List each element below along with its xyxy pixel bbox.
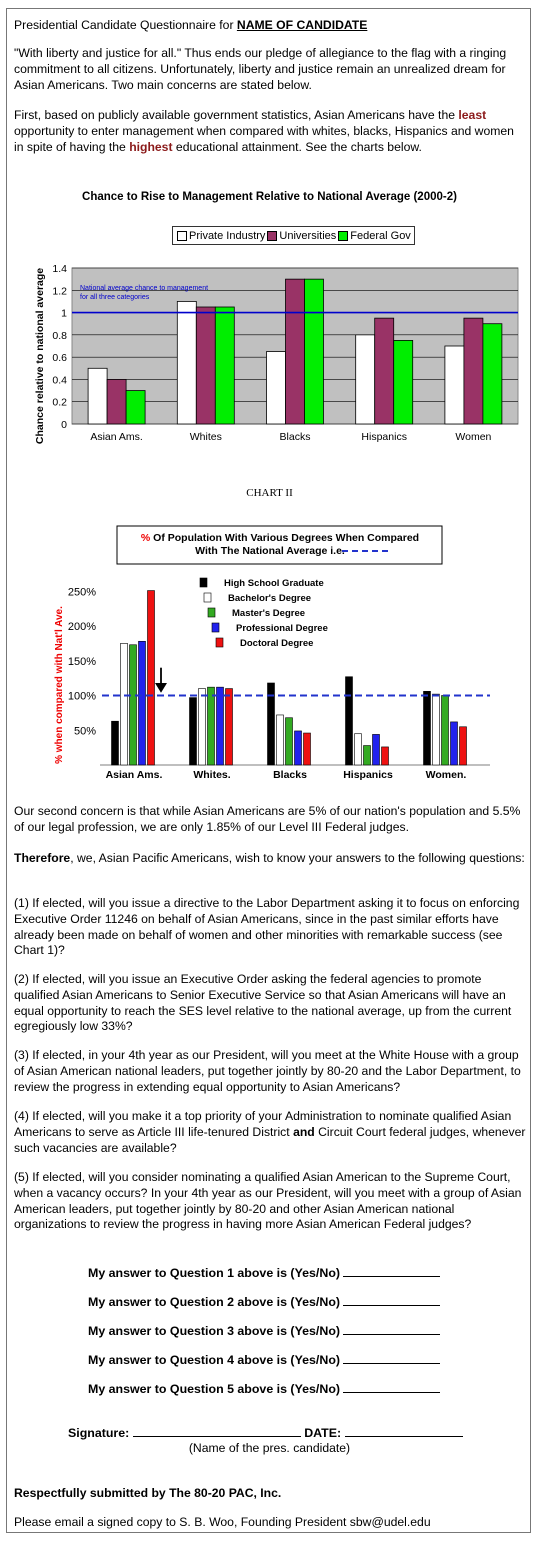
bar <box>460 727 467 765</box>
bar <box>346 677 353 765</box>
bar <box>445 346 464 424</box>
answer-line-1: My answer to Question 1 above is (Yes/No) <box>88 1265 440 1280</box>
chart1-svg <box>0 250 539 450</box>
bar <box>148 591 155 765</box>
bar <box>442 696 449 766</box>
bar <box>286 279 305 424</box>
bar <box>286 718 293 765</box>
bar <box>304 733 311 765</box>
bar <box>364 746 371 765</box>
y-tick-label: 200% <box>67 621 96 633</box>
bar <box>267 352 286 424</box>
bar <box>177 301 196 424</box>
bar <box>451 722 458 765</box>
legend-item: Private Industry <box>177 230 265 242</box>
bar <box>215 307 234 424</box>
x-tick-label: Hispanics <box>361 431 407 443</box>
bar <box>356 335 375 424</box>
bar <box>107 379 126 424</box>
bar <box>112 721 119 765</box>
intro-paragraph: "With liberty and justice for all." Thus ends our pledge of allegiance to the flag with a ringing commitment to all citizens. Unfortunately, liberty and justice remain an unrealized dream for Asian Americans. Two main concerns are stated below. <box>14 46 507 92</box>
chart2-title-line2: With The National Average i.e. <box>195 545 345 557</box>
chart2-title-text: Of Population With Various Degrees When Compared <box>150 532 420 544</box>
question-5: (5) If elected, will you consider nominating a qualified Asian American to the Supreme Court, when a vacancy occurs? In your 4th year as our President, will you meet with a group of Asian American leaders, put together jointly by 80-20 and other Asian American national organizations to review the progress in having more Asian American Federal judges? <box>14 1170 522 1232</box>
bar <box>226 689 233 765</box>
chart2-caption: CHART II <box>246 487 293 499</box>
question-2: (2) If elected, will you issue an Executive Order asking the federal agencies to promote qualified Asian Americans to Senior Executive Service so that Asian Americans will have an equal opportunity to reach the SES level relative to the national average, up from the current egregiously low 33%? <box>14 972 512 1034</box>
candidate-name-placeholder: NAME OF CANDIDATE <box>236 18 368 32</box>
chart1-legend <box>172 226 415 245</box>
bar <box>483 324 502 424</box>
x-tick-label: Women. <box>425 769 467 781</box>
bar <box>121 643 128 765</box>
concern1-paragraph: First, based on publicly available government statistics, Asian Americans have the least opportunity to enter management when compared with whites, blacks, Hispanics and women in spite of having the highest educational attainment. See the charts below. <box>14 108 514 154</box>
reference-label: for all three categories <box>80 294 150 302</box>
bar <box>130 645 137 765</box>
y-tick-label: 0 <box>61 419 67 431</box>
answer-blank[interactable] <box>343 1294 440 1306</box>
y-axis-label: Chance relative to national average <box>34 267 46 445</box>
y-tick-label: 250% <box>67 586 96 599</box>
bar <box>382 747 389 765</box>
legend-swatch <box>267 231 277 241</box>
chart2-title-line1 <box>141 532 419 544</box>
x-tick-label: Asian Ams. <box>105 769 163 781</box>
x-tick-label: Women <box>455 431 492 443</box>
y-tick-label: 100% <box>67 690 96 703</box>
bar <box>208 687 215 765</box>
legend-swatch <box>208 608 215 617</box>
down-arrow-head-icon <box>155 683 167 693</box>
question-3: (3) If elected, in your 4th year as our President, will you meet at the White House with a group of Asian American national leaders, put together jointly by 80-20 and the Labor Department, to review the progress in extending equal opportunity to Asian Americans? <box>14 1048 521 1094</box>
y-tick-label: 1.2 <box>52 285 67 298</box>
signature-blank[interactable] <box>133 1425 301 1437</box>
legend-swatch <box>200 578 207 587</box>
bar <box>199 689 206 765</box>
y-tick-label: 50% <box>73 725 96 738</box>
question-1: (1) If elected, will you issue a directive to the Labor Department asking it to focus on enforcing Executive Order 11246 on behalf of Asian Americans, since in the past similar efforts have already been made on behalf of women and other minorities with remarkable success (see Chart 1)? <box>14 896 520 958</box>
x-tick-label: Hispanics <box>343 769 393 781</box>
answer-blank[interactable] <box>343 1352 440 1364</box>
bar <box>217 687 224 765</box>
legend-swatch <box>177 231 187 241</box>
x-tick-label: Asian Ams. <box>90 431 143 443</box>
legend-label: High School Graduate <box>224 578 324 589</box>
y-axis-label: % when compared with Nat'l Ave. <box>54 606 65 764</box>
concern2-paragraph: Our second concern is that while Asian Americans are 5% of our nation's population and 5.5% of our legal profession, we are only 1.85% of our Level III Federal judges. <box>14 804 521 834</box>
y-tick-label: 1 <box>61 307 67 320</box>
chart1-title: Chance to Rise to Management Relative to National Average (2000-2) <box>82 191 457 203</box>
bar <box>277 715 284 765</box>
legend-swatch <box>212 623 219 632</box>
legend-label: Doctoral Degree <box>240 638 314 649</box>
bar <box>433 694 440 765</box>
bar <box>375 318 394 424</box>
page-title: Presidential Candidate Questionnaire for NAME OF CANDIDATE <box>14 18 368 32</box>
y-tick-label: 1.4 <box>52 263 67 275</box>
x-tick-label: Whites <box>189 431 222 443</box>
y-tick-label: 0.6 <box>52 352 67 365</box>
legend-label: Bachelor's Degree <box>228 593 312 604</box>
legend-swatch <box>338 231 348 241</box>
legend-item: Universities <box>267 230 336 242</box>
y-tick-label: 150% <box>67 655 96 668</box>
legend-item: Federal Gov <box>338 230 411 242</box>
signature-note: (Name of the pres. candidate) <box>188 1441 351 1455</box>
legend-label: Professional Degree <box>236 623 328 634</box>
bar <box>190 698 197 765</box>
date-blank[interactable] <box>345 1425 463 1437</box>
y-tick-label: 0.2 <box>52 396 67 409</box>
reference-label: National average chance to management <box>80 285 209 293</box>
answer-line-2: My answer to Question 2 above is (Yes/No) <box>88 1294 440 1309</box>
least-emphasis: least <box>458 108 487 122</box>
chart2-svg <box>0 520 539 790</box>
bar <box>394 340 413 424</box>
answer-line-4: My answer to Question 4 above is (Yes/No) <box>88 1352 440 1367</box>
submitted-by: Respectfully submitted by The 80-20 PAC, Inc. <box>14 1486 282 1500</box>
bar <box>196 307 215 424</box>
x-tick-label: Whites. <box>193 769 231 781</box>
bar <box>373 734 380 765</box>
y-tick-label: 0.4 <box>52 374 67 387</box>
signature-line: Signature: DATE: <box>68 1425 463 1440</box>
therefore-paragraph: Therefore, we, Asian Pacific Americans, wish to know your answers to the following questions: <box>14 851 525 865</box>
legend-swatch <box>204 593 211 602</box>
x-tick-label: Blacks <box>279 431 311 443</box>
x-tick-label: Blacks <box>273 769 307 781</box>
legend-swatch <box>216 638 223 647</box>
bar <box>305 279 324 424</box>
bar <box>424 691 431 765</box>
answer-blank[interactable] <box>343 1323 440 1335</box>
bar <box>126 391 145 424</box>
y-tick-label: 0.8 <box>52 329 67 342</box>
question-4: (4) If elected, will you make it a top priority of your Administration to nominate qualified Asian Americans to serve as Article III life-tenured District and Circuit Court federal judges, whenever such vacancies are available? <box>14 1109 526 1155</box>
answer-line-5: My answer to Question 5 above is (Yes/No) <box>88 1381 440 1396</box>
email-instruction: Please email a signed copy to S. B. Woo, Founding President sbw@udel.edu <box>14 1515 431 1529</box>
answer-blank[interactable] <box>343 1265 440 1277</box>
bar <box>295 731 302 765</box>
bar <box>139 641 146 765</box>
bar <box>88 368 107 424</box>
bar <box>355 734 362 765</box>
chart2-title-pct: % <box>140 532 151 544</box>
bar <box>464 318 483 424</box>
answer-blank[interactable] <box>343 1381 440 1393</box>
answer-line-3: My answer to Question 3 above is (Yes/No) <box>88 1323 440 1338</box>
legend-label: Master's Degree <box>232 608 306 619</box>
highest-emphasis: highest <box>129 139 173 154</box>
